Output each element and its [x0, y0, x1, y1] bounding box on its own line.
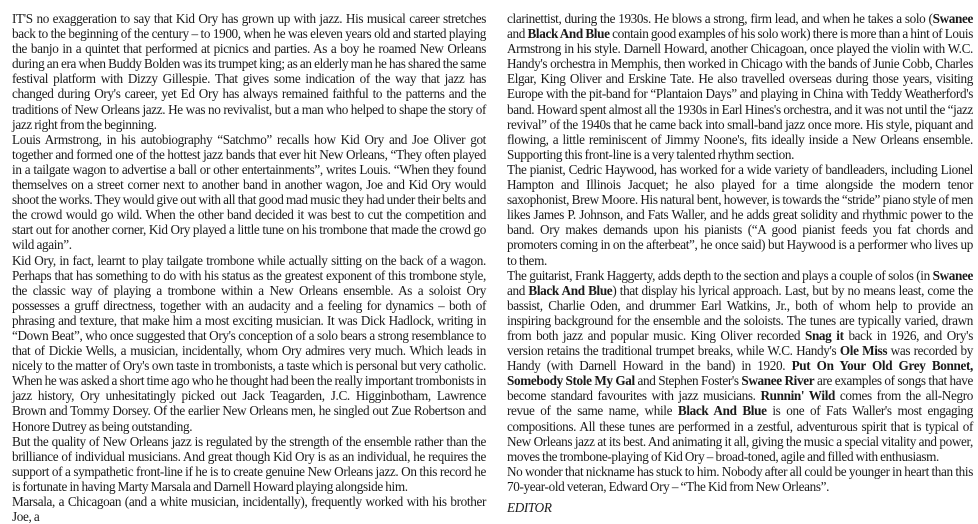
- right-column: [507, 11, 973, 515]
- song-title: Put On Your Old Grey Bonnet, Somebody Stole My Gal: [507, 358, 973, 389]
- signature: EDITOR: [507, 500, 552, 515]
- song-title: Black And Blue: [528, 282, 613, 298]
- paragraph: [507, 11, 973, 162]
- text-run: back in 1926, and Ory's version retains the traditional trumpet breaks, while W.C. Handy's: [507, 327, 973, 359]
- text-run: is one of Fats Waller's most engaging compositions. All these tunes are performed in a zestful, adventurous spirit that is typical of New Orleans jazz at its best. And animating it all, giving the music a special vitality and power, moves the trombone-playing of Kid Ory – broad-toned, agile and filled with enthusiasm.: [507, 403, 974, 464]
- text-run: are examples of songs that have become standard favourites with jazz musicians.: [507, 373, 973, 404]
- paragraph: No wonder that nickname has stuck to him. Nobody after all could be younger in heart than this 70-year-old veteran, Edward Ory – “The Kid from New Orleans”.: [507, 463, 973, 494]
- song-title: Black And Blue: [527, 26, 610, 42]
- paragraph: But the quality of New Orleans jazz is regulated by the strength of the ensemble rather than the brilliance of individual musicians. And great though Kid Ory is as an individual, he requires the support of a sympathetic front-line if he is to create genuine New Orleans jazz. On this record he is fortunate in having Marty Marsala and Darnell Howard playing alongside him.: [12, 433, 486, 494]
- text-run: was recorded by Handy (with Darnell Howard in the band) in 1920.: [507, 343, 973, 374]
- text-run: and Stephen Foster's: [634, 373, 742, 389]
- text-run: comes from the all-Negro revue of the same name, while: [507, 388, 974, 419]
- paragraph: Kid Ory, in fact, learnt to play tailgate trombone while actually sitting on the back of a wagon. Perhaps that has something to do with his status as the greatest exponent of this trombone style, the classic way of playing a trombone within a New Orleans ensemble. As a soloist Ory possesses a gruff directness, together with an audacity and a feeling for dynamics – both of phrasing and texture, that make him a most exciting musician. It was Dick Hadlock, writing in “Down Beat”, who once suggested that Ory's conception of a solo bears a strong resemblance to that of Dickie Wells, a musician, incidentally, whom Ory admires very much. Which leads in nicely to the matter of Ory's own taste in trombonists, a taste which is personal but very catholic. When he was asked a short time ago who he thought had been the really important trombonists in jazz history, Ory unhesitatingly picked out Jack Teagarden, J.C. Higginbotham, Lawrence Brown and Tommy Dorsey. Of the earlier New Orleans men, he singled out Zue Robertson and Honore Dutrey as being outstanding.: [12, 252, 486, 434]
- text-run: The guitarist, Frank Haggerty, adds depth to the section and plays a couple of solos (in: [507, 267, 933, 283]
- text-run: clarinettist, during the 1930s. He blows a strong, firm lead, and when he takes a solo (: [507, 11, 933, 26]
- song-title: Snag it: [804, 327, 844, 343]
- song-title: Swanee: [932, 11, 973, 26]
- paragraph: [507, 268, 973, 464]
- song-title: Black And Blue: [677, 403, 767, 419]
- text-run: and: [507, 26, 528, 42]
- song-title: Swanee River: [741, 373, 815, 389]
- left-column: [12, 11, 486, 524]
- text-run: contain good examples of his solo work) there is more than a hint of Louis Armstrong in his style. Darnell Howard, another Chicagoan, once played the violin with W.C. Handy's orchestra in Memphis, then worked in Chicago with the bands of Junie Cobb, Charles Elgar, King Oliver and Erskine Tate. He also travelled overseas during those years, visiting Europe with the pit-band for “Plantaion Days” and playing in China with Teddy Weatherford's band. Howard spent almost all the 1930s in Earl Hines's orchestra, and it was not until the “jazz revival” of the 1940s that he came back into small-band jazz once more. His style, piquant and flowing, a little reminiscent of Jimmy Noone's, fits ideally inside a New Orleans ensemble. Supporting this front-line is a very talented rhythm section.: [507, 26, 973, 162]
- song-title: Ole Miss: [839, 343, 888, 359]
- song-title: Runnin' Wild: [760, 388, 836, 404]
- text-run: ) that display his lyrical approach. Last, but by no means least, come the bassist, Charlie Oden, and drummer Earl Watkins, Jr., both of whom help to provide an inspiring background for the ensemble and the soloists. The tunes are typically varied, drawn from both jazz and popular music. King Oliver recorded: [507, 282, 974, 343]
- paragraph: The pianist, Cedric Haywood, has worked for a wide variety of bandleaders, including Lionel Hampton and Illinois Jacquet; he also played for a time alongside the modern tenor saxophonist, Brew Moore. His natural bent, however, is towards the “stride” piano style of men likes James P. Johnson, and Fats Waller, and he adds great solidity and rhythmic power to the band. Ory makes demands upon his pianists (“A good pianist feeds you fat chords and promoters coming in on the afterbeat”, he once said) but Haywood is a performer who lives up to them.: [507, 161, 973, 268]
- paragraph: IT'S no exaggeration to say that Kid Ory has grown up with jazz. His musical career stretches back to the beginning of the century – to 1900, when he was eleven years old and started playing the banjo in a quintet that performed at picnics and parties. As a boy he roamed New Orleans during an era when Buddy Bolden was its trumpet king; as an elderly man he has shared the same festival platform with Dizzy Gillespie. That gives some indication of the way that jazz has changed during Ory's career, yet Ed Ory has always remained faithful to the patterns and the traditions of New Orleans jazz. He was no revivalist, but a man who helped to shape the story of jazz right from the beginning.: [12, 11, 486, 132]
- paragraph: Louis Armstrong, in his autobiography “Satchmo” recalls how Kid Ory and Joe Oliver got together and formed one of the hottest jazz bands that ever hit New Orleans, “They often played in a tailgate wagon to advertise a ball or other entertainments”, writes Louis. “When they found themselves on a street corner next to another band in another wagon, Joe and Kid Ory would shoot the works. They would give out with all that good mad music they had under their belts and the crowd would go wild. When the other band decided it was best to cut the competition and start out for another corner, Kid Ory played a little tune on his trombone that made the crowd go wild again”.: [12, 131, 486, 253]
- song-title: Swanee: [932, 267, 973, 283]
- text-run: and: [507, 282, 529, 298]
- paragraph: Marsala, a Chicagoan (and a white musician, incidentally), frequently worked with his brother Joe, a: [12, 494, 486, 524]
